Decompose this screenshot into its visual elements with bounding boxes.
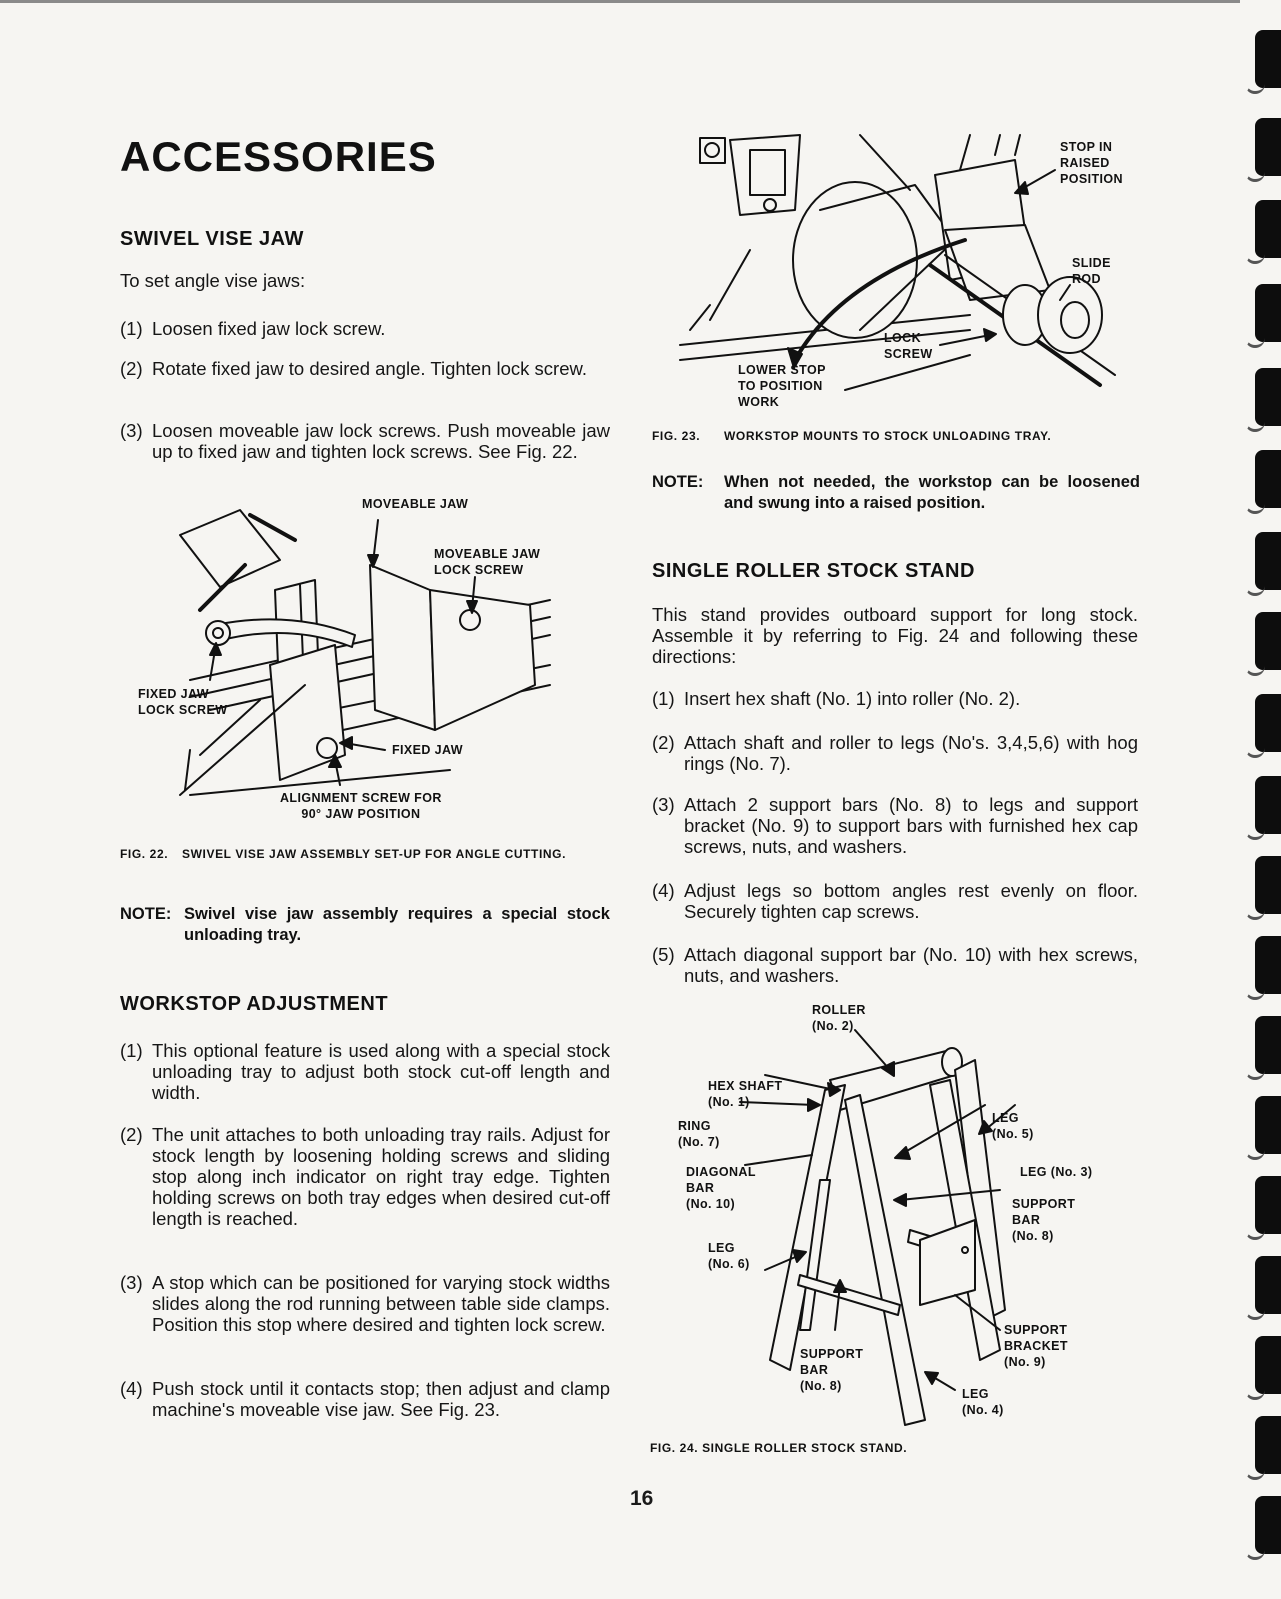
spiral-binding bbox=[1241, 0, 1281, 1599]
workstop-step-1: (1) This optional feature is used along with a special stock unloading tray to adjust both stock cut-off length and width. bbox=[120, 1040, 610, 1103]
swivel-heading: SWIVEL VISE JAW bbox=[120, 228, 304, 250]
fig22-caption: FIG. 22. SWIVEL VISE JAW ASSEMBLY SET-UP FOR ANGLE CUTTING. bbox=[120, 847, 567, 861]
fig22-label-fixed-jaw-lock-screw: FIXED JAW LOCK SCREW bbox=[138, 687, 228, 717]
page-number: 16 bbox=[630, 1487, 654, 1510]
top-rule bbox=[0, 0, 1240, 3]
fig23-label-slide-rod: SLIDE ROD bbox=[1072, 256, 1111, 286]
workstop-heading: WORKSTOP ADJUSTMENT bbox=[120, 993, 389, 1015]
roller-stand-heading: SINGLE ROLLER STOCK STAND bbox=[652, 560, 975, 582]
workstop-step-3: (3) A stop which can be positioned for varying stock widths slides along the rod running between table side clamps. Position this stop where desired and tighten lock screw. bbox=[120, 1272, 610, 1335]
fig24-label-diagonal-bar: DIAGONAL BAR (No. 10) bbox=[686, 1165, 756, 1211]
fig23-label-lock-screw: LOCK SCREW bbox=[884, 331, 933, 361]
fig22-label-fixed-jaw: FIXED JAW bbox=[392, 743, 463, 757]
roller-step-5: (5) Attach diagonal support bar (No. 10) with hex screws, nuts, and washers. bbox=[652, 944, 1138, 986]
fig24-label-leg-6: LEG (No. 6) bbox=[708, 1241, 750, 1271]
swivel-step-1: (1) Loosen fixed jaw lock screw. bbox=[120, 318, 386, 339]
workstop-step-4: (4) Push stock until it contacts stop; then adjust and clamp machine's moveable vise jaw. See Fig. 23. bbox=[120, 1378, 610, 1420]
page-title: ACCESSORIES bbox=[120, 133, 437, 180]
fig24-label-hex-shaft: HEX SHAFT (No. 1) bbox=[708, 1079, 783, 1109]
fig23-caption: FIG. 23. WORKSTOP MOUNTS TO STOCK UNLOADING TRAY. bbox=[652, 429, 1052, 443]
swivel-intro: To set angle vise jaws: bbox=[120, 270, 306, 291]
fig24-caption: FIG. 24. SINGLE ROLLER STOCK STAND. bbox=[650, 1441, 908, 1455]
fig23-note: NOTE: When not needed, the workstop can be loosened and swung into a raised position. bbox=[652, 473, 1140, 512]
workstop-step-2: (2) The unit attaches to both unloading tray rails. Adjust for stock length by loosening holding screws and sliding stop along inch indicator on right tray edge. Tighten holding screws on both tray edges when desired cut-off length is reached. bbox=[120, 1124, 610, 1229]
fig22-label-moveable-jaw-lock-screw: MOVEABLE JAW LOCK SCREW bbox=[434, 547, 541, 577]
roller-stand-intro: This stand provides outboard support for long stock. Assemble it by referring to Fig. 24 and following these directions: bbox=[652, 604, 1138, 667]
fig23-label-lower-stop: LOWER STOP TO POSITION WORK bbox=[738, 363, 826, 409]
fig22-label-alignment-screw: ALIGNMENT SCREW FOR 90° JAW POSITION bbox=[280, 791, 442, 821]
fig24-label-leg-3: LEG (No. 3) bbox=[1020, 1165, 1093, 1179]
swivel-step-2: (2) Rotate fixed jaw to desired angle. Tighten lock screw. bbox=[120, 358, 587, 379]
roller-step-3: (3) Attach 2 support bars (No. 8) to legs and support bracket (No. 9) to support bars with furnished hex cap screws, nuts, and washers. bbox=[652, 794, 1138, 857]
fig24-label-leg-5: LEG (No. 5) bbox=[992, 1111, 1034, 1141]
fig22-label-moveable-jaw: MOVEABLE JAW bbox=[362, 497, 469, 511]
roller-step-4: (4) Adjust legs so bottom angles rest evenly on floor. Securely tighten cap screws. bbox=[652, 880, 1138, 922]
fig24-label-roller: ROLLER (No. 2) bbox=[812, 1003, 866, 1033]
roller-step-1: (1) Insert hex shaft (No. 1) into roller (No. 2). bbox=[652, 688, 1021, 709]
swivel-step-3: (3) Loosen moveable jaw lock screws. Push moveable jaw up to fixed jaw and tighten lock screws. See Fig. 22. bbox=[120, 420, 610, 462]
fig24-label-support-bar-right: SUPPORT BAR (No. 8) bbox=[1012, 1197, 1076, 1243]
swivel-note: NOTE: Swivel vise jaw assembly requires a special stock unloading tray. bbox=[120, 905, 610, 944]
fig23-label-stop-raised: STOP IN RAISED POSITION bbox=[1060, 140, 1123, 186]
fig24-label-support-bracket: SUPPORT BRACKET (No. 9) bbox=[1004, 1323, 1068, 1369]
roller-step-2: (2) Attach shaft and roller to legs (No's. 3,4,5,6) with hog rings (No. 7). bbox=[652, 732, 1138, 774]
fig24-label-support-bar-bottom: SUPPORT BAR (No. 8) bbox=[800, 1347, 864, 1393]
fig24-label-ring: RING (No. 7) bbox=[678, 1119, 720, 1149]
fig24-label-leg-4: LEG (No. 4) bbox=[962, 1387, 1004, 1417]
